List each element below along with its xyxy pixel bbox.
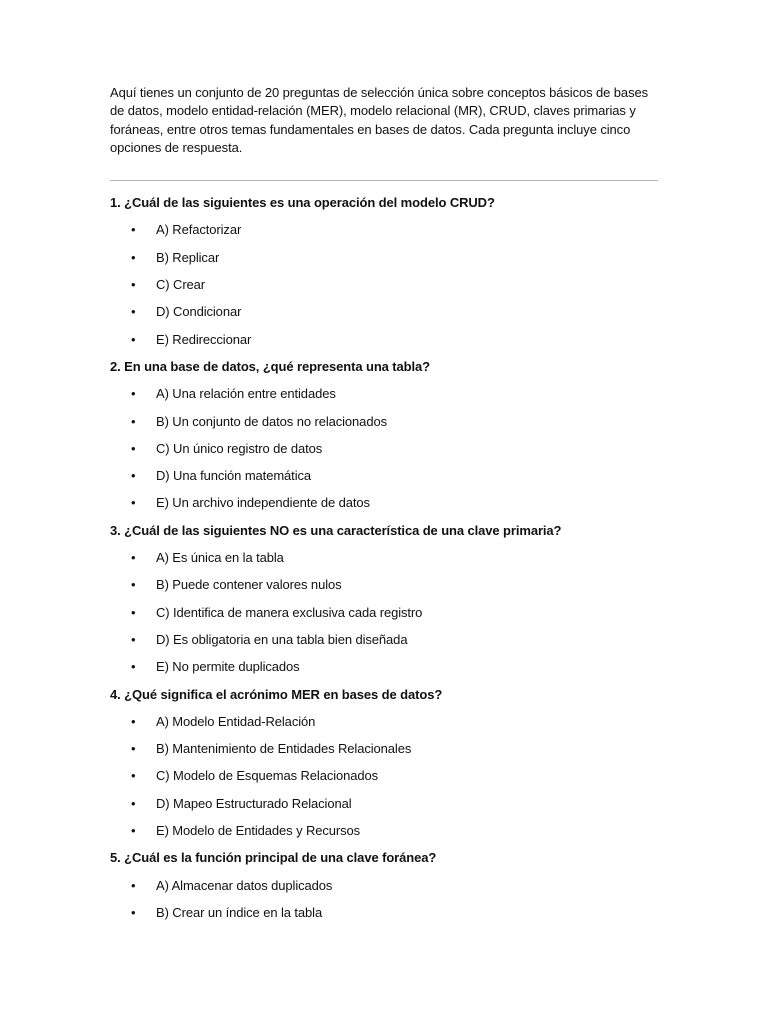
option-item bbox=[110, 303, 658, 321]
option-label: C) Crear bbox=[156, 277, 206, 293]
bullet-icon: • bbox=[131, 277, 136, 293]
option-label: E) Un archivo independiente de datos bbox=[156, 495, 370, 511]
option-label: A) Almacenar datos duplicados bbox=[156, 877, 333, 893]
question-title: 4. ¿Qué significa el acrónimo MER en bases de datos? bbox=[110, 686, 443, 702]
option-item bbox=[110, 549, 658, 567]
bullet-icon: • bbox=[131, 222, 136, 238]
option-list bbox=[110, 877, 658, 922]
option-item bbox=[110, 767, 658, 785]
bullet-icon: • bbox=[131, 577, 136, 593]
option-item bbox=[110, 658, 658, 676]
question-4 bbox=[110, 686, 658, 840]
bullet-icon: • bbox=[131, 741, 136, 757]
option-label: C) Un único registro de datos bbox=[156, 440, 323, 456]
question-title: 5. ¿Cuál es la función principal de una clave foránea? bbox=[110, 850, 437, 866]
bullet-icon: • bbox=[131, 304, 136, 320]
option-item bbox=[110, 713, 658, 731]
option-label: D) Es obligatoria en una tabla bien diseñada bbox=[156, 631, 408, 647]
option-item bbox=[110, 440, 658, 458]
option-label: E) No permite duplicados bbox=[156, 659, 300, 675]
option-label: E) Redireccionar bbox=[156, 331, 252, 347]
option-list bbox=[110, 221, 658, 348]
bullet-icon: • bbox=[131, 795, 136, 811]
bullet-icon: • bbox=[131, 904, 136, 920]
intro-paragraph: Aquí tienes un conjunto de 20 preguntas de selección única sobre conceptos básicos de bases de datos, modelo entidad-relación (MER), modelo relacional (MR), CRUD, claves primarias y foráneas, entre otros temas fundamentales en bases de datos. Cada pregunta incluye cinco opciones de respuesta. bbox=[110, 85, 648, 155]
bullet-icon: • bbox=[131, 659, 136, 675]
bullet-icon: • bbox=[131, 413, 136, 429]
question-list bbox=[110, 194, 658, 922]
horizontal-divider bbox=[110, 180, 658, 181]
option-item bbox=[110, 877, 658, 895]
option-item bbox=[110, 331, 658, 349]
option-item bbox=[110, 221, 658, 239]
option-item bbox=[110, 576, 658, 594]
option-item bbox=[110, 604, 658, 622]
option-label: C) Modelo de Esquemas Relacionados bbox=[156, 768, 379, 784]
bullet-icon: • bbox=[131, 495, 136, 511]
option-item bbox=[110, 631, 658, 649]
option-label: D) Mapeo Estructurado Relacional bbox=[156, 795, 352, 811]
option-item bbox=[110, 494, 658, 512]
option-label: B) Puede contener valores nulos bbox=[156, 577, 342, 593]
option-list bbox=[110, 713, 658, 840]
bullet-icon: • bbox=[131, 386, 136, 402]
bullet-icon: • bbox=[131, 877, 136, 893]
option-list bbox=[110, 385, 658, 512]
document-page bbox=[110, 84, 658, 922]
option-label: A) Refactorizar bbox=[156, 222, 242, 238]
question-1 bbox=[110, 194, 658, 348]
option-item bbox=[110, 249, 658, 267]
question-5 bbox=[110, 849, 658, 922]
option-label: E) Modelo de Entidades y Recursos bbox=[156, 823, 361, 839]
bullet-icon: • bbox=[131, 331, 136, 347]
bullet-icon: • bbox=[131, 550, 136, 566]
bullet-icon: • bbox=[131, 713, 136, 729]
option-item bbox=[110, 276, 658, 294]
bullet-icon: • bbox=[131, 768, 136, 784]
option-label: C) Identifica de manera exclusiva cada registro bbox=[156, 604, 423, 620]
bullet-icon: • bbox=[131, 468, 136, 484]
bullet-icon: • bbox=[131, 823, 136, 839]
option-label: A) Modelo Entidad-Relación bbox=[156, 713, 316, 729]
option-item bbox=[110, 904, 658, 922]
option-label: A) Una relación entre entidades bbox=[156, 386, 336, 402]
option-item bbox=[110, 467, 658, 485]
option-label: B) Un conjunto de datos no relacionados bbox=[156, 413, 387, 429]
question-title: 3. ¿Cuál de las siguientes NO es una característica de una clave primaria? bbox=[110, 522, 562, 538]
option-item bbox=[110, 385, 658, 403]
option-label: B) Crear un índice en la tabla bbox=[156, 904, 323, 920]
bullet-icon: • bbox=[131, 440, 136, 456]
option-label: B) Mantenimiento de Entidades Relacionales bbox=[156, 741, 412, 757]
option-item bbox=[110, 413, 658, 431]
option-list bbox=[110, 549, 658, 676]
option-item bbox=[110, 740, 658, 758]
option-label: A) Es única en la tabla bbox=[156, 550, 284, 566]
option-label: B) Replicar bbox=[156, 249, 220, 265]
option-item bbox=[110, 795, 658, 813]
bullet-icon: • bbox=[131, 249, 136, 265]
option-item bbox=[110, 822, 658, 840]
bullet-icon: • bbox=[131, 604, 136, 620]
bullet-icon: • bbox=[131, 631, 136, 647]
option-label: D) Una función matemática bbox=[156, 468, 312, 484]
question-title: 1. ¿Cuál de las siguientes es una operación del modelo CRUD? bbox=[110, 195, 495, 211]
question-3 bbox=[110, 522, 658, 676]
question-title: 2. En una base de datos, ¿qué representa una tabla? bbox=[110, 358, 430, 374]
question-2 bbox=[110, 358, 658, 512]
option-label: D) Condicionar bbox=[156, 304, 242, 320]
